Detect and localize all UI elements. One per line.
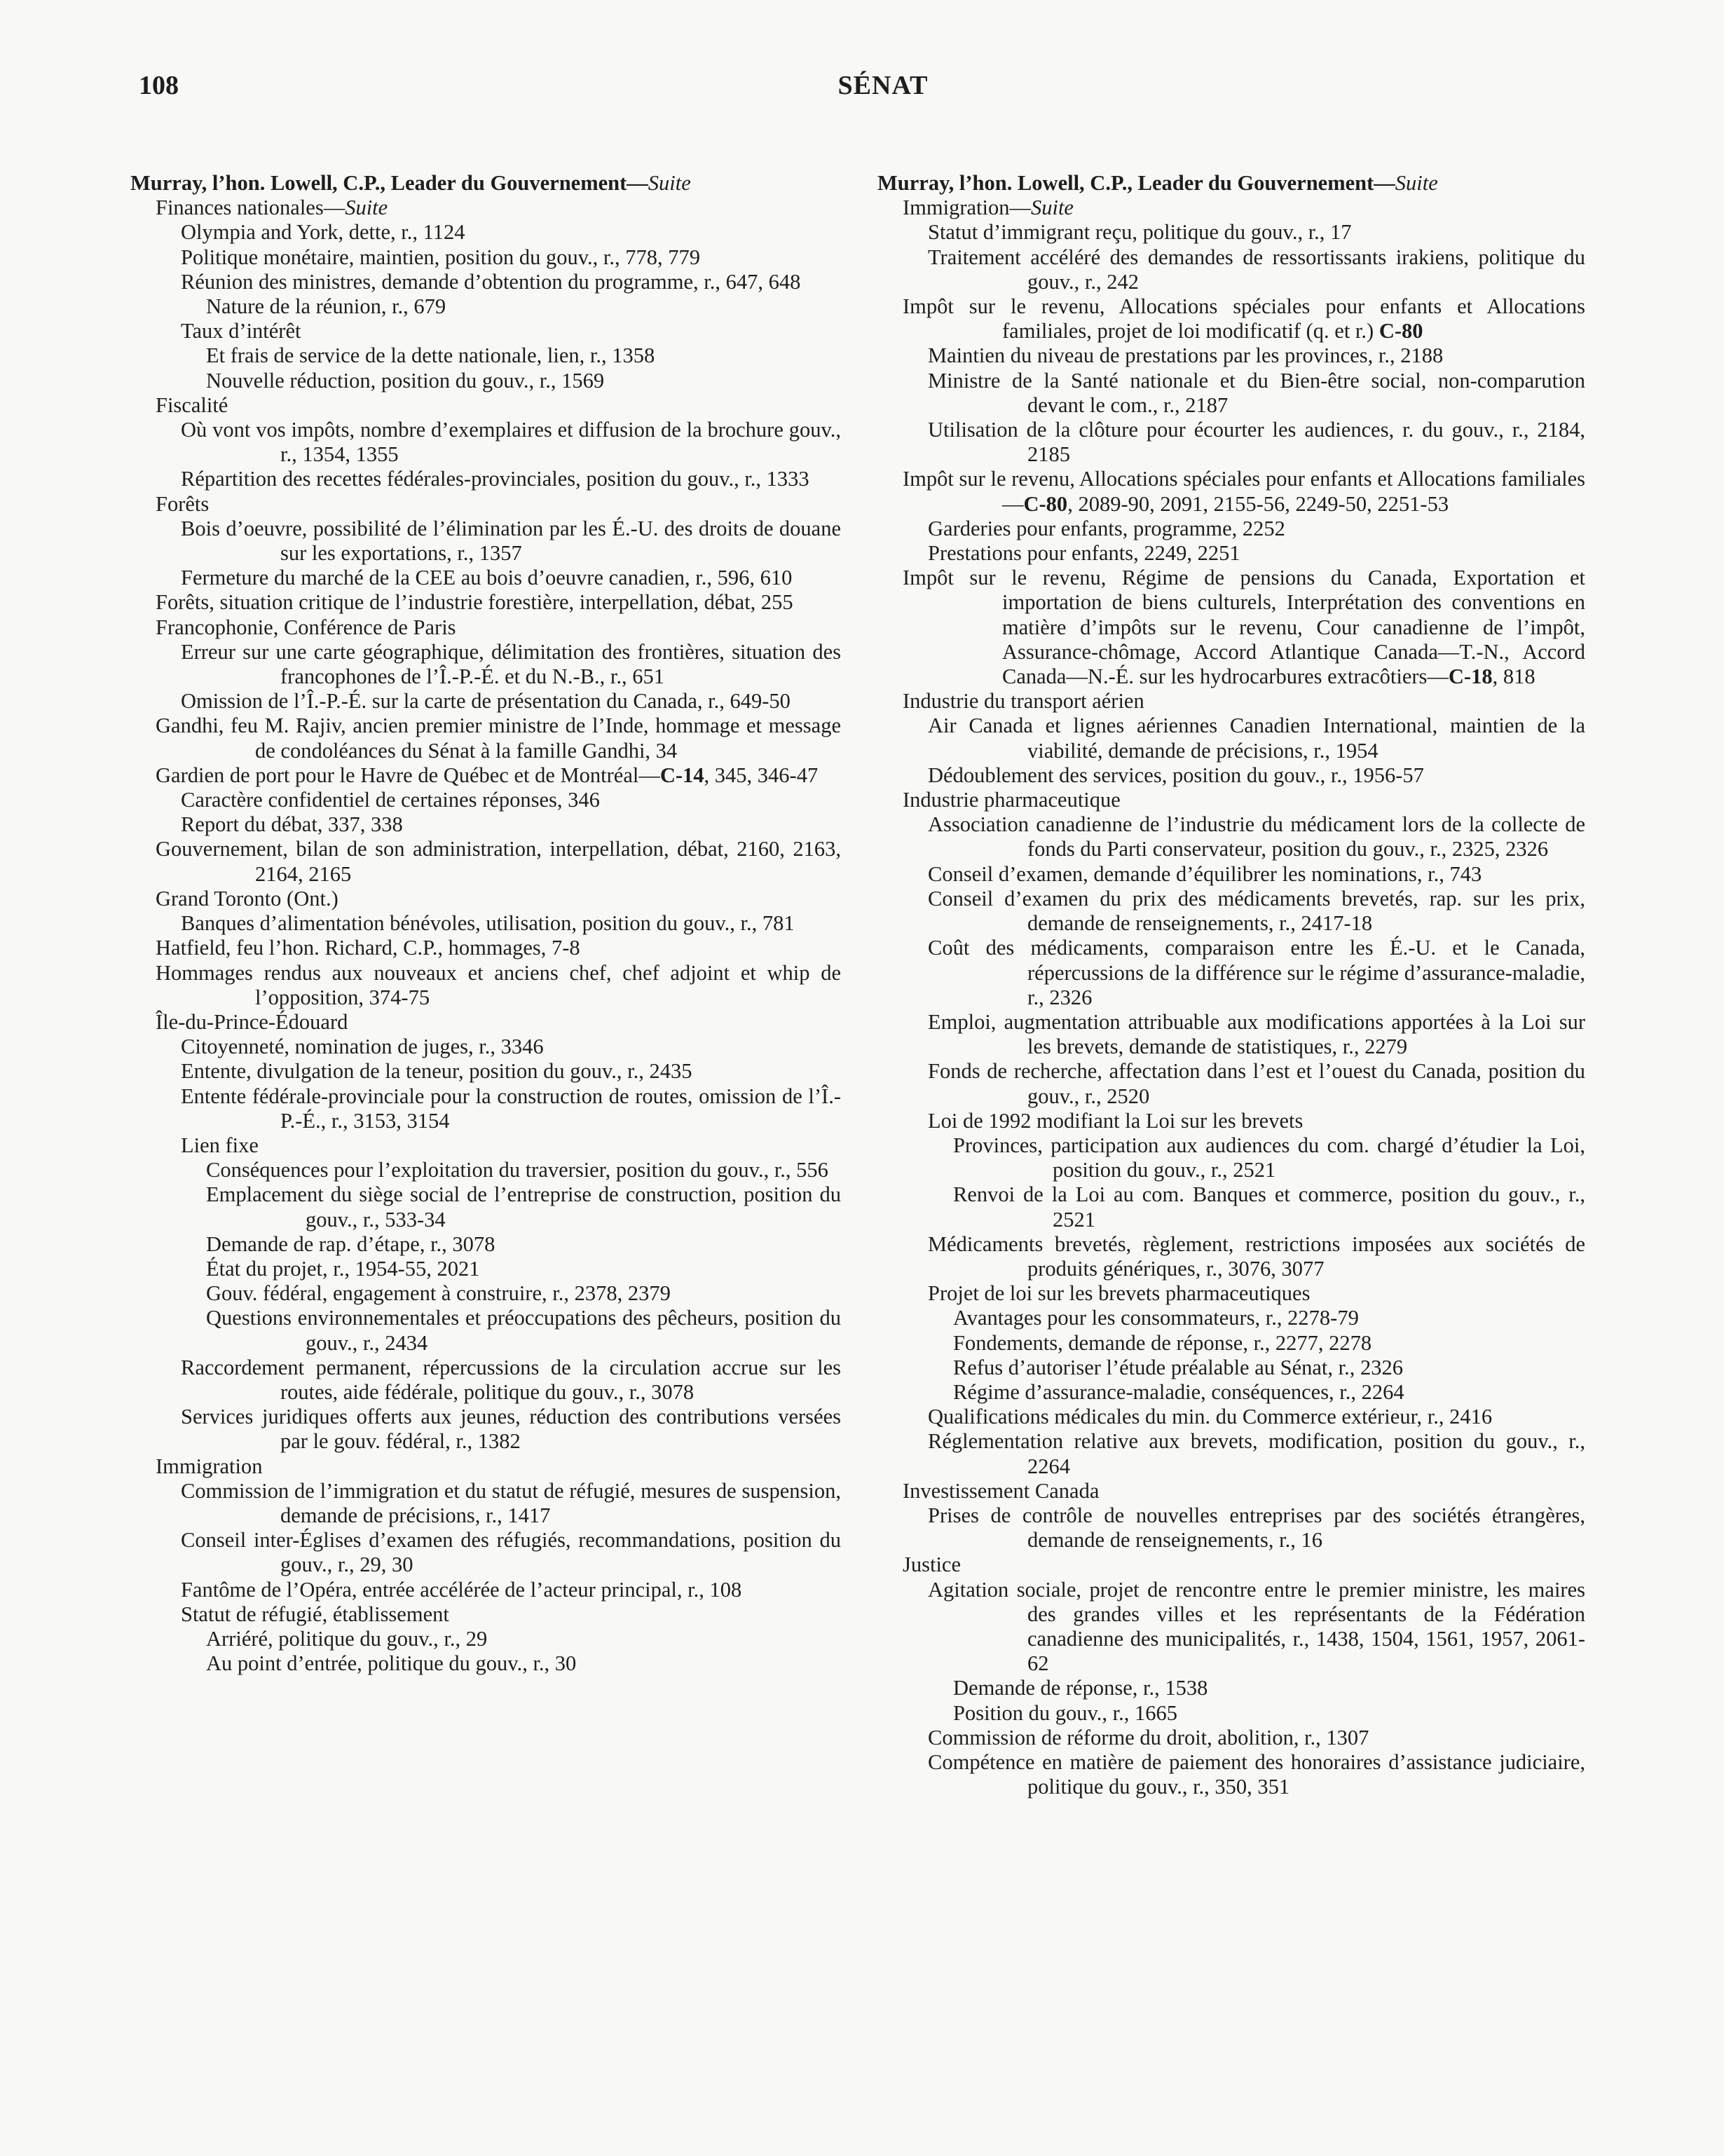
index-entry <box>877 517 1585 541</box>
entry-bill-number: C-18 <box>1448 664 1493 689</box>
entry-text: Grand Toronto (Ont.) <box>156 886 338 910</box>
index-entry <box>130 1059 841 1084</box>
index-entry <box>130 961 841 1010</box>
entry-text: Association canadienne de l’industrie du médicament lors de la collecte de fonds du Parti conservateur, position du gouv., r., 2325, 2326 <box>928 812 1585 861</box>
index-entry <box>130 1010 841 1035</box>
entry-page-refs: , 345, 346-47 <box>704 763 819 787</box>
entry-text: Conseil d’examen, demande d’équilibrer les nominations, r., 743 <box>928 861 1482 886</box>
index-entry <box>877 1010 1585 1059</box>
entry-text: Prises de contrôle de nouvelles entreprises par des sociétés étrangères, demande de renseignements, r., 16 <box>928 1503 1585 1553</box>
entry-text: Conseil d’examen du prix des médicaments brevetés, rap. sur les prix, demande de renseignements, r., 2417-18 <box>928 886 1585 936</box>
index-entry <box>877 1356 1585 1380</box>
index-entry <box>877 1750 1585 1799</box>
entry-text: Avantages pour les consommateurs, r., 2278-79 <box>953 1306 1359 1330</box>
index-entry <box>130 1479 841 1528</box>
index-entry <box>877 1133 1585 1182</box>
entry-text: Gandhi, feu M. Rajiv, ancien premier ministre de l’Inde, hommage et message de condoléances du Sénat à la famille Gandhi, 34 <box>156 714 841 763</box>
entry-text: Lien fixe <box>181 1133 259 1157</box>
entry-text: Services juridiques offerts aux jeunes, réduction des contributions versées par le gouv. fédéral, r., 1382 <box>181 1405 841 1454</box>
entry-text: Hommages rendus aux nouveaux et anciens chef, chef adjoint et whip de l’opposition, 374-75 <box>156 960 841 1009</box>
index-entry <box>130 467 841 491</box>
entry-text: Provinces, participation aux audiences du com. chargé d’étudier la Loi, position du gouv., r., 2521 <box>953 1133 1585 1182</box>
index-entry <box>130 689 841 714</box>
index-entry <box>130 171 841 196</box>
index-entry <box>130 1627 841 1651</box>
index-entry <box>130 517 841 566</box>
index-entry <box>130 788 841 812</box>
index-entry <box>877 541 1585 566</box>
index-entry <box>877 887 1585 936</box>
entry-text: Impôt sur le revenu, Régime de pensions du Canada, Exportation et importation de biens culturels, Interprétation des conventions en matière d’impôts sur le revenu, Cour canadienne de l’impôt, Assurance-chômage, Accord Atlantique Canada—T.-N., Accord Canada—N.-É. sur les hydrocarbures extracôtiers— <box>903 566 1585 689</box>
index-entry <box>877 812 1585 861</box>
index-entry <box>130 343 841 368</box>
index-entry <box>877 1503 1585 1553</box>
index-entry <box>877 1281 1585 1306</box>
entry-text: Gardien de port pour le Havre de Québec et de Montréal— <box>156 763 660 787</box>
entry-text: Île-du-Prince-Édouard <box>156 1009 348 1034</box>
entry-text: Politique monétaire, maintien, position du gouv., r., 778, 779 <box>181 245 700 269</box>
entry-text: Fondements, demande de réponse, r., 2277, 2278 <box>953 1330 1372 1355</box>
entry-text: Fonds de recherche, affectation dans l’est et l’ouest du Canada, position du gouv., r., 2520 <box>928 1059 1585 1108</box>
index-entry <box>130 1257 841 1281</box>
entry-text: Forêts, situation critique de l’industrie forestière, interpellation, débat, 255 <box>156 590 793 615</box>
entry-text: Forêts <box>156 491 210 516</box>
entry-text: Garderies pour enfants, programme, 2252 <box>928 516 1285 540</box>
entry-text: Impôt sur le revenu, Allocations spéciales pour enfants et Allocations familiales— <box>903 467 1585 516</box>
index-entry <box>130 1281 841 1306</box>
index-entry <box>877 1306 1585 1330</box>
entry-bill-number: C-80 <box>1023 491 1068 516</box>
index-entry <box>877 1553 1585 1577</box>
index-entry <box>130 1084 841 1133</box>
index-entry <box>877 220 1585 245</box>
entry-suite-suffix: Suite <box>1030 196 1074 220</box>
entry-text: Air Canada et lignes aériennes Canadien International, maintien de la viabilité, demande de précisions, r., 1954 <box>928 714 1585 763</box>
index-entry <box>130 245 841 270</box>
index-entry <box>130 1133 841 1158</box>
entry-page-refs: , 2089-90, 2091, 2155-56, 2249-50, 2251-53 <box>1067 491 1449 516</box>
entry-text: Ministre de la Santé nationale et du Bien-être social, non-comparution devant le com., r., 2187 <box>928 368 1585 417</box>
index-entry <box>130 393 841 418</box>
entry-text: Report du débat, 337, 338 <box>181 812 403 837</box>
entry-text: Médicaments brevetés, règlement, restrictions imposées aux sociétés de produits génériques, r., 3076, 3077 <box>928 1231 1585 1281</box>
index-entry <box>877 369 1585 418</box>
index-entry <box>877 763 1585 788</box>
entry-text: Industrie pharmaceutique <box>903 788 1121 812</box>
index-entry <box>877 1109 1585 1133</box>
index-entry <box>877 1380 1585 1405</box>
index-entry <box>130 294 841 319</box>
running-head: SÉNAT <box>837 71 929 100</box>
entry-bill-number: C-14 <box>659 763 704 787</box>
index-entry <box>877 1676 1585 1700</box>
entry-text: Murray, l’hon. Lowell, C.P., Leader du Gouvernement— <box>877 171 1395 195</box>
index-entry <box>877 1331 1585 1356</box>
entry-text: Renvoi de la Loi au com. Banques et commerce, position du gouv., r., 2521 <box>953 1182 1585 1231</box>
entry-text: Finances nationales— <box>156 196 346 220</box>
entry-text: Réunion des ministres, demande d’obtention du programme, r., 647, 648 <box>181 269 801 294</box>
entry-text: Investissement Canada <box>903 1478 1100 1503</box>
index-entry <box>130 1158 841 1182</box>
entry-suite-suffix: Suite <box>345 196 388 220</box>
entry-text: Prestations pour enfants, 2249, 2251 <box>928 541 1240 566</box>
index-column-left <box>130 171 841 1676</box>
entry-text: Gouv. fédéral, engagement à construire, r., 2378, 2379 <box>206 1281 671 1306</box>
index-entry <box>877 936 1585 1010</box>
entry-text: Régime d’assurance-maladie, conséquences, r., 2264 <box>953 1379 1404 1404</box>
index-entry <box>130 418 841 467</box>
index-entry <box>130 812 841 837</box>
entry-text: Dédoublement des services, position du gouv., r., 1956-57 <box>928 763 1424 787</box>
entry-text: État du projet, r., 1954-55, 2021 <box>206 1256 480 1281</box>
index-entry <box>130 615 841 640</box>
entry-text: Hatfield, feu l’hon. Richard, C.P., hommages, 7-8 <box>156 936 580 960</box>
entry-text: Et frais de service de la dette nationale, lien, r., 1358 <box>206 343 655 368</box>
entry-text: Agitation sociale, projet de rencontre entre le premier ministre, les maires des grandes villes et les représentants de la Fédération canadienne des municipalités, r., 1438, 1504, 1561, 1957, 2061-62 <box>928 1577 1585 1676</box>
index-entry <box>130 887 841 911</box>
entry-text: Réglementation relative aux brevets, modification, position du gouv., r., 2264 <box>928 1429 1585 1478</box>
entry-text: Loi de 1992 modifiant la Loi sur les brevets <box>928 1108 1304 1133</box>
entry-text: Immigration— <box>903 196 1031 220</box>
index-entry <box>130 640 841 689</box>
entry-text: Conséquences pour l’exploitation du traversier, position du gouv., r., 556 <box>206 1158 828 1182</box>
index-entry <box>130 196 841 220</box>
index-entry <box>877 689 1585 714</box>
entry-text: Statut d’immigrant reçu, politique du gouv., r., 17 <box>928 220 1352 245</box>
index-entry <box>877 1479 1585 1503</box>
index-entry <box>130 936 841 960</box>
index-entry <box>877 467 1585 516</box>
index-entry <box>130 1232 841 1257</box>
index-entry <box>130 1405 841 1454</box>
entry-text: Maintien du niveau de prestations par les provinces, r., 2188 <box>928 343 1444 368</box>
index-entry <box>130 319 841 343</box>
entry-text: Omission de l’Î.-P.-É. sur la carte de présentation du Canada, r., 649-50 <box>181 689 791 714</box>
index-entry <box>130 714 841 763</box>
entry-text: Commission de l’immigration et du statut de réfugié, mesures de suspension, demande de précisions, r., 1417 <box>181 1478 841 1527</box>
entry-text: Impôt sur le revenu, Allocations spéciales pour enfants et Allocations familiales, projet de loi modificatif (q. et r.) <box>903 294 1585 343</box>
entry-text: Arriéré, politique du gouv., r., 29 <box>206 1626 488 1651</box>
index-entry <box>877 1182 1585 1231</box>
entry-text: Industrie du transport aérien <box>903 689 1144 714</box>
entry-suite-suffix: Suite <box>648 171 691 195</box>
entry-text: Traitement accéléré des demandes de ressortissants irakiens, politique du gouv., r., 242 <box>928 245 1585 294</box>
entry-text: Refus d’autoriser l’étude préalable au Sénat, r., 2326 <box>953 1355 1403 1379</box>
entry-text: Citoyenneté, nomination de juges, r., 3346 <box>181 1035 544 1059</box>
entry-text: Gouvernement, bilan de son administration, interpellation, débat, 2160, 2163, 2164, 2165 <box>156 837 841 886</box>
entry-text: Commission de réforme du droit, abolition, r., 1307 <box>928 1725 1369 1749</box>
index-entry <box>130 1602 841 1627</box>
index-entry <box>130 911 841 936</box>
entry-text: Fermeture du marché de la CEE au bois d’oeuvre canadien, r., 596, 610 <box>181 566 793 590</box>
entry-text: Raccordement permanent, répercussions de la circulation accrue sur les routes, aide fédérale, politique du gouv., r., 3078 <box>181 1355 841 1404</box>
index-entry <box>130 1035 841 1059</box>
index-entry <box>130 1182 841 1231</box>
entry-text: Questions environnementales et préoccupations des pêcheurs, position du gouv., r., 2434 <box>206 1306 841 1355</box>
index-entry <box>130 566 841 590</box>
entry-bill-number: C-80 <box>1378 319 1423 343</box>
entry-text: Banques d’alimentation bénévoles, utilisation, position du gouv., r., 781 <box>181 911 795 936</box>
entry-text: Compétence en matière de paiement des honoraires d’assistance judiciaire, politique du gouv., r., 350, 351 <box>928 1750 1585 1799</box>
index-entry <box>877 1429 1585 1478</box>
entry-text: Qualifications médicales du min. du Commerce extérieur, r., 2416 <box>928 1405 1493 1429</box>
entry-text: Coût des médicaments, comparaison entre les É.-U. et le Canada, répercussions de la différence sur le régime d’assurance-maladie, r., 2326 <box>928 936 1585 1009</box>
index-entry <box>877 196 1585 220</box>
index-entry <box>130 369 841 393</box>
entry-text: Erreur sur une carte géographique, délimitation des frontières, situation des francophones de l’Î.-P.-É. et du N.-B., r., 651 <box>181 639 841 689</box>
index-entry <box>877 418 1585 467</box>
index-entry <box>877 1405 1585 1429</box>
entry-text: Nouvelle réduction, position du gouv., r., 1569 <box>206 368 605 393</box>
entry-text: Immigration <box>156 1454 263 1478</box>
entry-text: Projet de loi sur les brevets pharmaceutiques <box>928 1281 1311 1306</box>
entry-page-refs: , 818 <box>1492 664 1535 689</box>
index-entry <box>877 1726 1585 1750</box>
index-entry <box>130 1356 841 1405</box>
entry-text: Fiscalité <box>156 393 228 417</box>
index-entry <box>130 1528 841 1577</box>
index-entry <box>877 245 1585 294</box>
index-entry <box>130 1306 841 1355</box>
entry-text: Fantôme de l’Opéra, entrée accélérée de l’acteur principal, r., 108 <box>181 1577 742 1602</box>
entry-text: Position du gouv., r., 1665 <box>953 1700 1177 1725</box>
entry-text: Au point d’entrée, politique du gouv., r., 30 <box>206 1651 577 1676</box>
entry-text: Francophonie, Conférence de Paris <box>156 615 456 639</box>
entry-suite-suffix: Suite <box>1395 171 1438 195</box>
index-entry <box>130 763 841 788</box>
entry-text: Emplacement du siège social de l’entreprise de construction, position du gouv., r., 533-34 <box>206 1182 841 1231</box>
entry-text: Où vont vos impôts, nombre d’exemplaires et diffusion de la brochure gouv., r., 1354, 1355 <box>181 418 841 467</box>
index-entry <box>130 270 841 294</box>
entry-text: Statut de réfugié, établissement <box>181 1602 449 1626</box>
index-entry <box>130 220 841 245</box>
index-entry <box>130 1454 841 1479</box>
entry-text: Demande de rap. d’étape, r., 3078 <box>206 1231 495 1256</box>
entry-text: Emploi, augmentation attribuable aux modifications apportées à la Loi sur les brevets, demande de statistiques, r., 2279 <box>928 1009 1585 1059</box>
entry-text: Utilisation de la clôture pour écourter les audiences, r. du gouv., r., 2184, 2185 <box>928 418 1585 467</box>
index-entry <box>877 1578 1585 1677</box>
index-entry <box>877 343 1585 368</box>
entry-text: Entente, divulgation de la teneur, position du gouv., r., 2435 <box>181 1059 692 1084</box>
index-entry <box>130 837 841 886</box>
entry-text: Répartition des recettes fédérales-provinciales, position du gouv., r., 1333 <box>181 467 809 491</box>
entry-text: Entente fédérale-provinciale pour la construction de routes, omission de l’Î.-P.-É., r., 3153, 3154 <box>181 1084 841 1133</box>
index-column-right <box>877 171 1585 1799</box>
entry-text: Conseil inter-Églises d’examen des réfugiés, recommandations, position du gouv., r., 29, 30 <box>181 1528 841 1577</box>
entry-text: Murray, l’hon. Lowell, C.P., Leader du Gouvernement— <box>130 171 648 195</box>
index-entry <box>877 1059 1585 1108</box>
index-entry <box>130 1578 841 1602</box>
entry-text: Taux d’intérêt <box>181 319 301 343</box>
index-entry <box>130 492 841 517</box>
index-entry <box>877 862 1585 887</box>
index-entry <box>877 294 1585 343</box>
index-entry <box>130 590 841 615</box>
entry-text: Bois d’oeuvre, possibilité de l’élimination par les É.-U. des droits de douane sur les exportations, r., 1357 <box>181 516 841 566</box>
index-entry <box>877 171 1585 196</box>
index-entry <box>877 566 1585 689</box>
index-entry <box>877 1232 1585 1281</box>
index-entry <box>877 788 1585 812</box>
index-entry <box>877 1701 1585 1726</box>
index-entry <box>877 714 1585 763</box>
entry-text: Olympia and York, dette, r., 1124 <box>181 220 465 245</box>
index-entry <box>130 1651 841 1676</box>
entry-text: Nature de la réunion, r., 679 <box>206 294 446 319</box>
entry-text: Demande de réponse, r., 1538 <box>953 1676 1208 1700</box>
entry-text: Justice <box>903 1553 962 1577</box>
entry-text: Caractère confidentiel de certaines réponses, 346 <box>181 788 600 812</box>
page-number: 108 <box>139 71 179 100</box>
